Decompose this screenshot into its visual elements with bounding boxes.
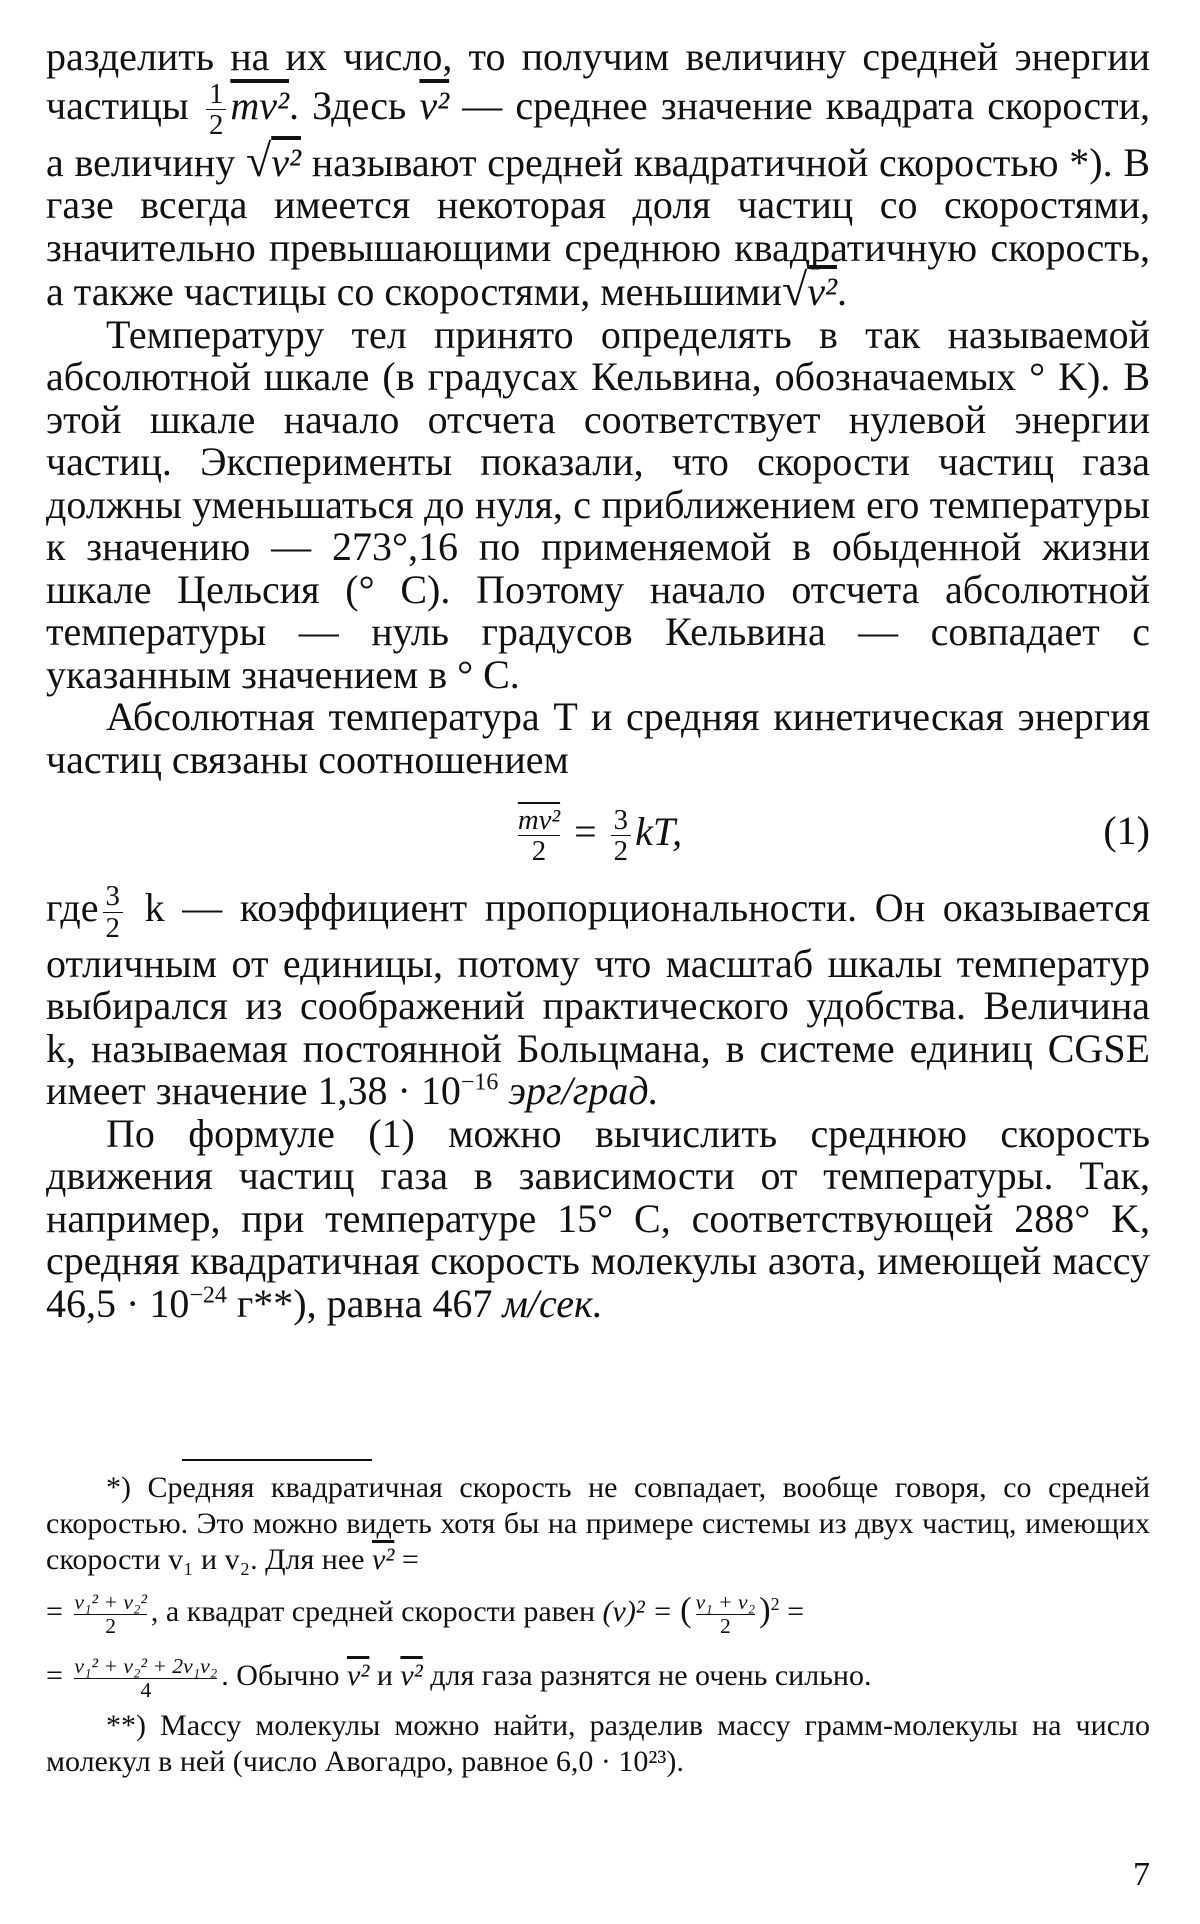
equals-sign: = bbox=[46, 1595, 63, 1628]
paragraph-5 bbox=[46, 1110, 1150, 1326]
unit-erg-per-degree: эрг/град. bbox=[508, 1068, 659, 1114]
fraction-numerator: mv² bbox=[517, 803, 561, 836]
square-of-mean-velocity: (v)² = bbox=[602, 1595, 673, 1628]
paragraph-1 bbox=[46, 36, 1150, 314]
formula-1-body bbox=[514, 805, 682, 866]
footnote-1 bbox=[46, 1470, 1150, 1578]
fraction-numerator: v₁ + v₂ bbox=[695, 1589, 756, 1614]
paragraph-2: Температуру тел принято определять в так называемой абсолютной шкале (в градусах Кельвина, обозначаемых ° K). В этой шкале начало отсчета соответствует нулевой энергии частиц. Эксперименты показали, что скорости частиц газа должны уменьшаться до нуля, с приближением его температуры к значению — 273°,16 по применяемой в обыденной жизни шкале Цельсия (° C). Поэтому начало отсчета абсолютной температуры — нуль градусов Кельвина — совпадает с указанным значением в ° C. bbox=[46, 311, 1150, 697]
mean-v2: v² bbox=[347, 1659, 370, 1692]
fraction-denominator: 2 bbox=[696, 1614, 756, 1638]
paragraph-5-part-a: По формуле (1) можно вычислить среднюю скорость движения частиц газа в зависимости от температуры. Так, например, при температуре 15° C, соответствующей 288° K, средняя квадратичная скорость молекулы азота, имеющей массу 46,5 · 10 bbox=[46, 1110, 1150, 1326]
equals-sign: = bbox=[401, 1543, 419, 1576]
paragraph-1-part-d: называют средней квадратичной скоростью *). В газе всегда имеется некоторая доля частиц со скоростями, значительно превышающими среднюю квадратичную скорость, а также частицы со скоростями, меньшими bbox=[46, 139, 1151, 315]
paragraph-3: Абсолютная температура T и средняя кинетическая энергия частиц связаны соотношением bbox=[46, 694, 1150, 782]
sqrt-sign: √ bbox=[781, 264, 808, 316]
exponent: −16 bbox=[460, 1070, 499, 1097]
footnote-1-text: *) Средняя квадратичная скорость не совпадает, вообще говоря, со средней скоростью. Это можно видеть хотя бы на примере системы из двух частиц, имеющих скорости v₁ и v₂. Для нее bbox=[46, 1471, 1150, 1576]
mean-v2: v² bbox=[419, 82, 450, 128]
formula-lhs-fraction bbox=[518, 805, 560, 866]
formula-rhs-fraction bbox=[611, 805, 631, 866]
paragraph-4-part-a: где bbox=[46, 885, 99, 931]
footnote-divider bbox=[182, 1459, 372, 1461]
paragraph-4 bbox=[46, 881, 1150, 1112]
fraction-one-half bbox=[206, 79, 226, 140]
sqrt-sign: √ bbox=[245, 134, 272, 186]
fraction-denominator: 4 bbox=[74, 1678, 217, 1702]
fraction-denominator: 2 bbox=[518, 835, 560, 866]
footnote-1-middle-text: , а квадрат средней скорости равен bbox=[150, 1595, 596, 1628]
paragraph-1-part-a: разделить на их число, то получим величину средней энергии частицы bbox=[46, 34, 1150, 128]
footnote-1-tail-b: и bbox=[376, 1659, 393, 1692]
equals-sign: = bbox=[574, 808, 597, 854]
mean-v2: v² bbox=[372, 1543, 395, 1576]
paragraph-5-part-b: г**), равна 467 bbox=[236, 1280, 493, 1326]
fraction-numerator: v₁² + v₂² bbox=[74, 1589, 147, 1614]
fraction-denominator: 2 bbox=[611, 835, 631, 866]
paragraph-1-part-e: . bbox=[836, 269, 847, 315]
footnote-1-formula-line-2 bbox=[46, 1644, 1150, 1708]
mean-v2: v² bbox=[400, 1659, 423, 1692]
fraction-three-halves bbox=[103, 881, 123, 942]
exponent: −24 bbox=[189, 1282, 227, 1309]
footnote-1-tail-c: для газа разнятся не очень сильно. bbox=[430, 1659, 872, 1692]
equals-sign: = bbox=[787, 1595, 805, 1628]
main-text bbox=[46, 36, 1150, 1325]
fraction-mean-velocity bbox=[696, 1591, 756, 1637]
mean-v2: v² bbox=[807, 269, 837, 315]
fraction-expanded-square bbox=[74, 1655, 217, 1701]
paragraph-1-part-b: . Здесь bbox=[288, 82, 407, 128]
equation-number: (1) bbox=[1103, 808, 1150, 854]
fraction-numerator: v₁² + v₂² + 2v₁v₂ bbox=[74, 1653, 218, 1678]
fraction-numerator: 3 bbox=[613, 803, 629, 836]
formula-1 bbox=[46, 781, 1150, 881]
fraction-numerator: 1 bbox=[208, 77, 224, 110]
footnote-1-formula-line-1: = $\frac{\text{v₁² + v₂²}}{2}$ , а квадрат средней скорости равен (v)² = ( $\frac{\text{v₁ + v₂}}{2}$ )$^2$ = bbox=[46, 1589, 805, 1638]
paragraph-4-part-b: k — коэффициент пропорциональности. Он оказывается отличным от единицы, потому что масштаб шкалы температур выбирался из соображений практического удобства. Величина k, называемая постоянной Больцмана, в системе единиц CGSE имеет значение 1,38 · 10 bbox=[46, 885, 1150, 1114]
unit-m-per-sec: м/сек. bbox=[502, 1280, 603, 1326]
fraction-denominator: 2 bbox=[74, 1614, 147, 1638]
fraction-denominator: 2 bbox=[206, 109, 226, 140]
footnotes bbox=[46, 1470, 1150, 1780]
footnote-2: **) Массу молекулы можно найти, разделив массу грамм-молекулы на число молекул в ней (число Авогадро, равное 6,0 · 10²³). bbox=[46, 1709, 1150, 1778]
formula-rhs-tail: kT, bbox=[635, 808, 683, 854]
fraction-denominator: 2 bbox=[103, 912, 123, 943]
mean-v2: v² bbox=[271, 139, 301, 185]
paragraph-1-part-c: — среднее значение квадрата скорости, а величину bbox=[46, 82, 1151, 185]
page-number: 7 bbox=[1133, 1856, 1150, 1893]
fraction-mean-square bbox=[74, 1591, 147, 1637]
fraction-numerator: 3 bbox=[105, 880, 120, 913]
equals-sign: = bbox=[46, 1659, 63, 1692]
footnote-1-tail-a: . Обычно bbox=[221, 1659, 340, 1692]
mean-mv2: mv² bbox=[230, 82, 289, 128]
